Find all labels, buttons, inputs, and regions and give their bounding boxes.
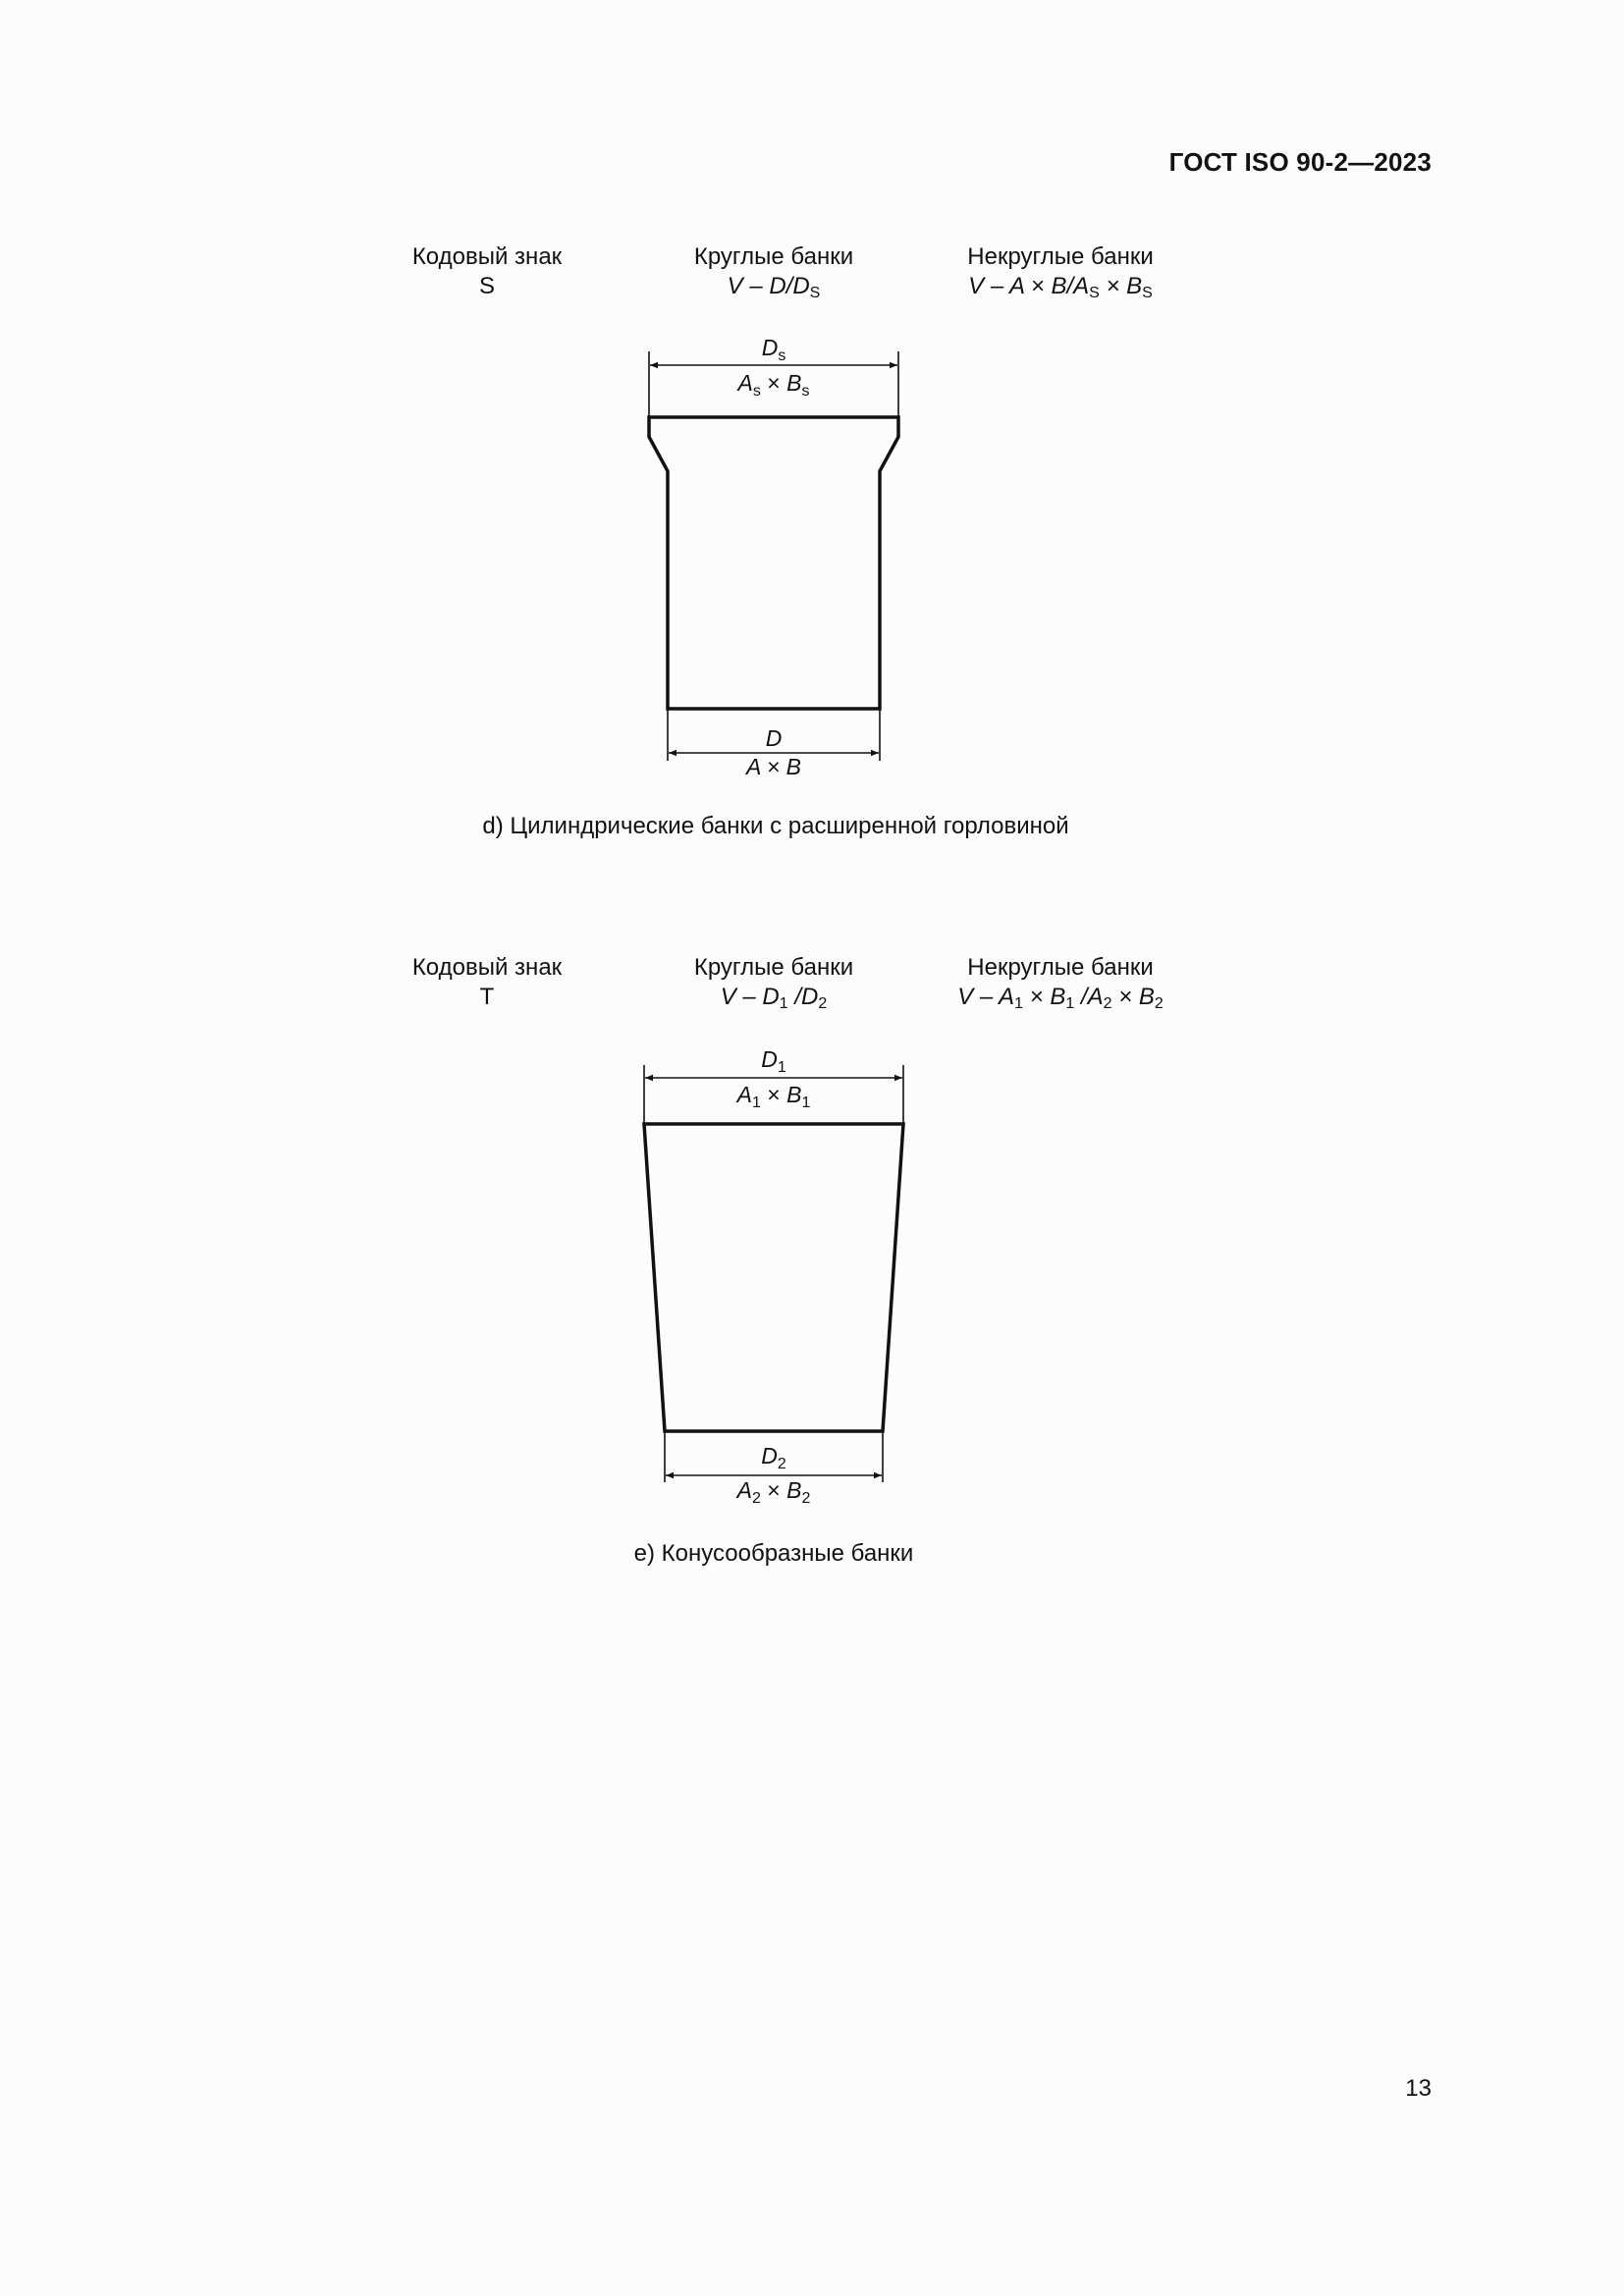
figure-d-caption: d) Цилиндрические банки с расширенной горловиной — [482, 813, 1069, 839]
bottom-area-label: A × B — [745, 754, 802, 779]
top-area-label: $A_1 \times B_1$ — [736, 1082, 811, 1111]
nonround-formula: $V - A \times B/A_S \times B_S$ — [968, 273, 1153, 301]
code-label: Кодовый знак — [411, 243, 563, 270]
round-formula: V – $D/D_S$ — [727, 273, 821, 301]
nonround-cans-label: Некруглые банки — [967, 243, 1154, 270]
nonround-formula: $V - A_1 \times B_1$ $/A_2 \times B_2$ — [957, 984, 1164, 1012]
round-cans-label: Круглые банки — [693, 954, 854, 981]
bottom-diameter-label: $D_2$ — [761, 1443, 786, 1472]
top-diameter-label: $D_s$ — [761, 335, 786, 364]
top-area-label: $A_s \times B_s$ — [737, 370, 810, 400]
page-number: 13 — [1405, 2075, 1432, 2102]
tapered-can-outline — [644, 1124, 903, 1431]
bottom-diameter-dimension — [665, 1431, 883, 1507]
top-diameter-label: $D_1$ — [761, 1046, 786, 1076]
round-formula: V – $D_1$ $/D_2$ — [720, 984, 828, 1012]
standard-designation: ГОСТ ISO 90-2—2023 — [1168, 147, 1432, 177]
figure-e-caption: e) Конусообразные банки — [633, 1540, 914, 1567]
code-label: Кодовый знак — [411, 954, 563, 981]
code-value: S — [478, 273, 495, 299]
bottom-area-label: $A_2 \times B_2$ — [736, 1477, 811, 1507]
round-cans-label: Круглые банки — [693, 243, 854, 270]
top-diameter-dimension — [644, 1046, 903, 1124]
code-value: T — [479, 984, 495, 1010]
nonround-cans-label: Некруглые банки — [967, 954, 1154, 981]
bottom-diameter-label: D — [765, 725, 783, 751]
